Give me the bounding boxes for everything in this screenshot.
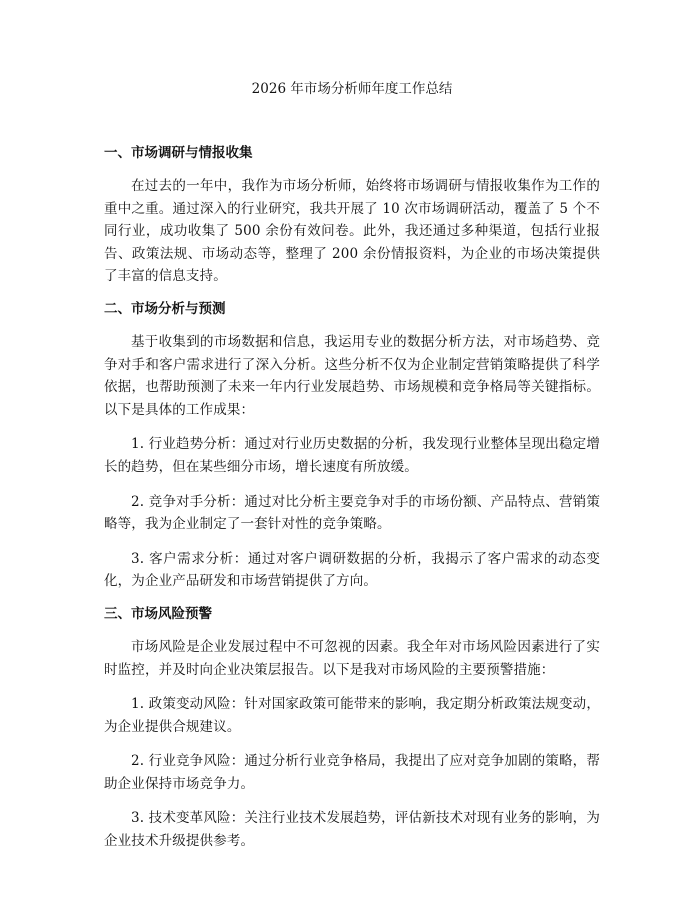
section-market-analysis <box>104 300 600 593</box>
list-item: 2. 行业竞争风险：通过分析行业竞争格局，我提出了应对竞争加剧的策略，帮助企业保持市场竞争力。 <box>104 753 600 792</box>
list-item: 3. 客户需求分析：通过对客户调研数据的分析，我揭示了客户需求的动态变化，为企业产品研发和市场营销提供了方向。 <box>104 550 600 590</box>
list-item: 2. 竞争对手分析：通过对比分析主要竞争对手的市场份额、产品特点、营销策略等，我为企业制定了一套针对性的竞争策略。 <box>104 493 600 533</box>
paragraph: 在过去的一年中，我作为市场分析师，始终将市场调研与情报收集作为工作的重中之重。通过深入的行业研究，我共开展了 10 次市场调研活动，覆盖了 5 个不同行业，成功收集了 500 余份有效问卷。此外，我还通过多种渠道，包括行业报告、政策法规、市场动态等，整理了 200 余份情报资料，为企业的市场决策提供了丰富的信息支持。 <box>104 178 600 285</box>
section-heading: 三、市场风险预警 <box>104 605 212 622</box>
paragraph: 市场风险是企业发展过程中不可忽视的因素。我全年对市场风险因素进行了实时监控，并及时向企业决策层报告。以下是我对市场风险的主要预警措施： <box>104 638 600 678</box>
paragraph: 基于收集到的市场数据和信息，我运用专业的数据分析方法，对市场趋势、竞争对手和客户需求进行了深入分析。这些分析不仅为企业制定营销策略提供了科学依据，也帮助预测了未来一年内行业发展趋势、市场规模和竞争格局等关键指标。以下是具体的工作成果： <box>104 333 600 418</box>
section-heading: 二、市场分析与预测 <box>104 300 226 317</box>
document-body <box>104 144 600 865</box>
document-title: 2026 年市场分析师年度工作总结 <box>251 81 453 97</box>
section-risk-warning <box>104 605 600 853</box>
list-item: 1. 行业趋势分析：通过对行业历史数据的分析，我发现行业整体呈现出稳定增长的趋势，但在某些细分市场，增长速度有所放缓。 <box>104 436 600 475</box>
list-item: 1. 政策变动风险：针对国家政策可能带来的影响，我定期分析政策法规变动，为企业提供合规建议。 <box>104 696 600 735</box>
section-heading: 一、市场调研与情报收集 <box>104 145 253 161</box>
list-item: 3. 技术变革风险：关注行业技术发展趋势，评估新技术对现有业务的影响，为企业技术升级提供参考。 <box>104 810 600 850</box>
section-market-research <box>104 144 600 288</box>
